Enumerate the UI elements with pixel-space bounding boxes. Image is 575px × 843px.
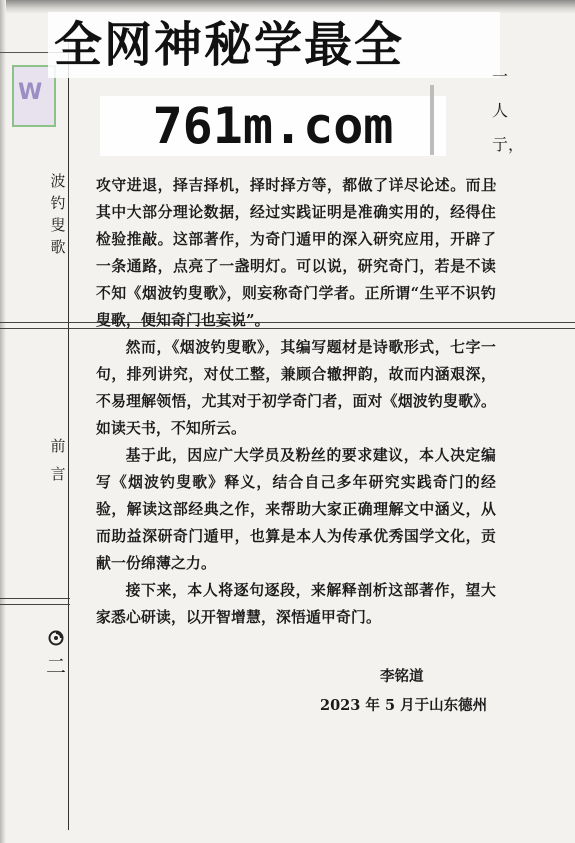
watermark-title: 全网神秘学最全 xyxy=(48,12,500,78)
scan-edge-left xyxy=(0,0,6,843)
paragraph: 攻守进退，择吉择机，择时择方等，都做了详尽论述。而且其中大部分理论数据，经过实践证明是准确实用的，经得住检验推敲。这部著作，为奇门遁甲的深入研究应用，开辟了一条通路，点亮了一盏明灯。可以说，研究奇门，若是不读不知《烟波钓叟歌》，则妄称奇门学者。正所谓“生平不识钓叟歌，便知奇门也妄说”。 xyxy=(96,177,496,329)
paragraph: 接下来，本人将逐句逐段，来解释剖析这部著作，望大家悉心研读，以开智增慧，深悟遁甲奇门。 xyxy=(96,582,496,626)
sidebar-book-title: 波 钓 叟 歌 xyxy=(50,172,66,256)
sidebar-divider xyxy=(0,598,70,599)
sidebar-divider xyxy=(0,604,70,605)
watermark-bar xyxy=(430,85,434,155)
date-line: 2023 年 5 月于山东德州 xyxy=(320,697,488,714)
sidebar-rule xyxy=(68,40,69,830)
watermark-url: 761m.com xyxy=(100,96,446,156)
swirl-ornament-icon xyxy=(48,630,64,646)
sidebar-page-number: 二 xyxy=(44,630,68,679)
preface-body xyxy=(96,172,496,631)
clipped-edge-text: 一人 亍， ， xyxy=(492,67,525,188)
paragraph: 基于此，因应广大学员及粉丝的要求建议，本人决定编写《烟波钓叟歌》释义，结合自己多年研究实践奇门的经验，解读这部经典之作，来帮助大家正确理解文中涵义，从而助益深研奇门遁甲，也算是本人为传承优秀国学文化，贡献一份绵薄之力。 xyxy=(96,447,496,572)
sidebar-section-name: 前 言 xyxy=(50,437,66,483)
author-signature: 李铭道 xyxy=(380,668,424,685)
paragraph: 然而，《烟波钓叟歌》，其编写题材是诗歌形式，七字一句，排列讲究，对仗工整，兼顾合辙押韵，故而内涵艰深，不易理解领悟，尤其对于初学奇门者，面对《烟波钓叟歌》。如读天书，不知所云。 xyxy=(96,339,496,437)
watermark-logo: W xyxy=(18,80,43,105)
